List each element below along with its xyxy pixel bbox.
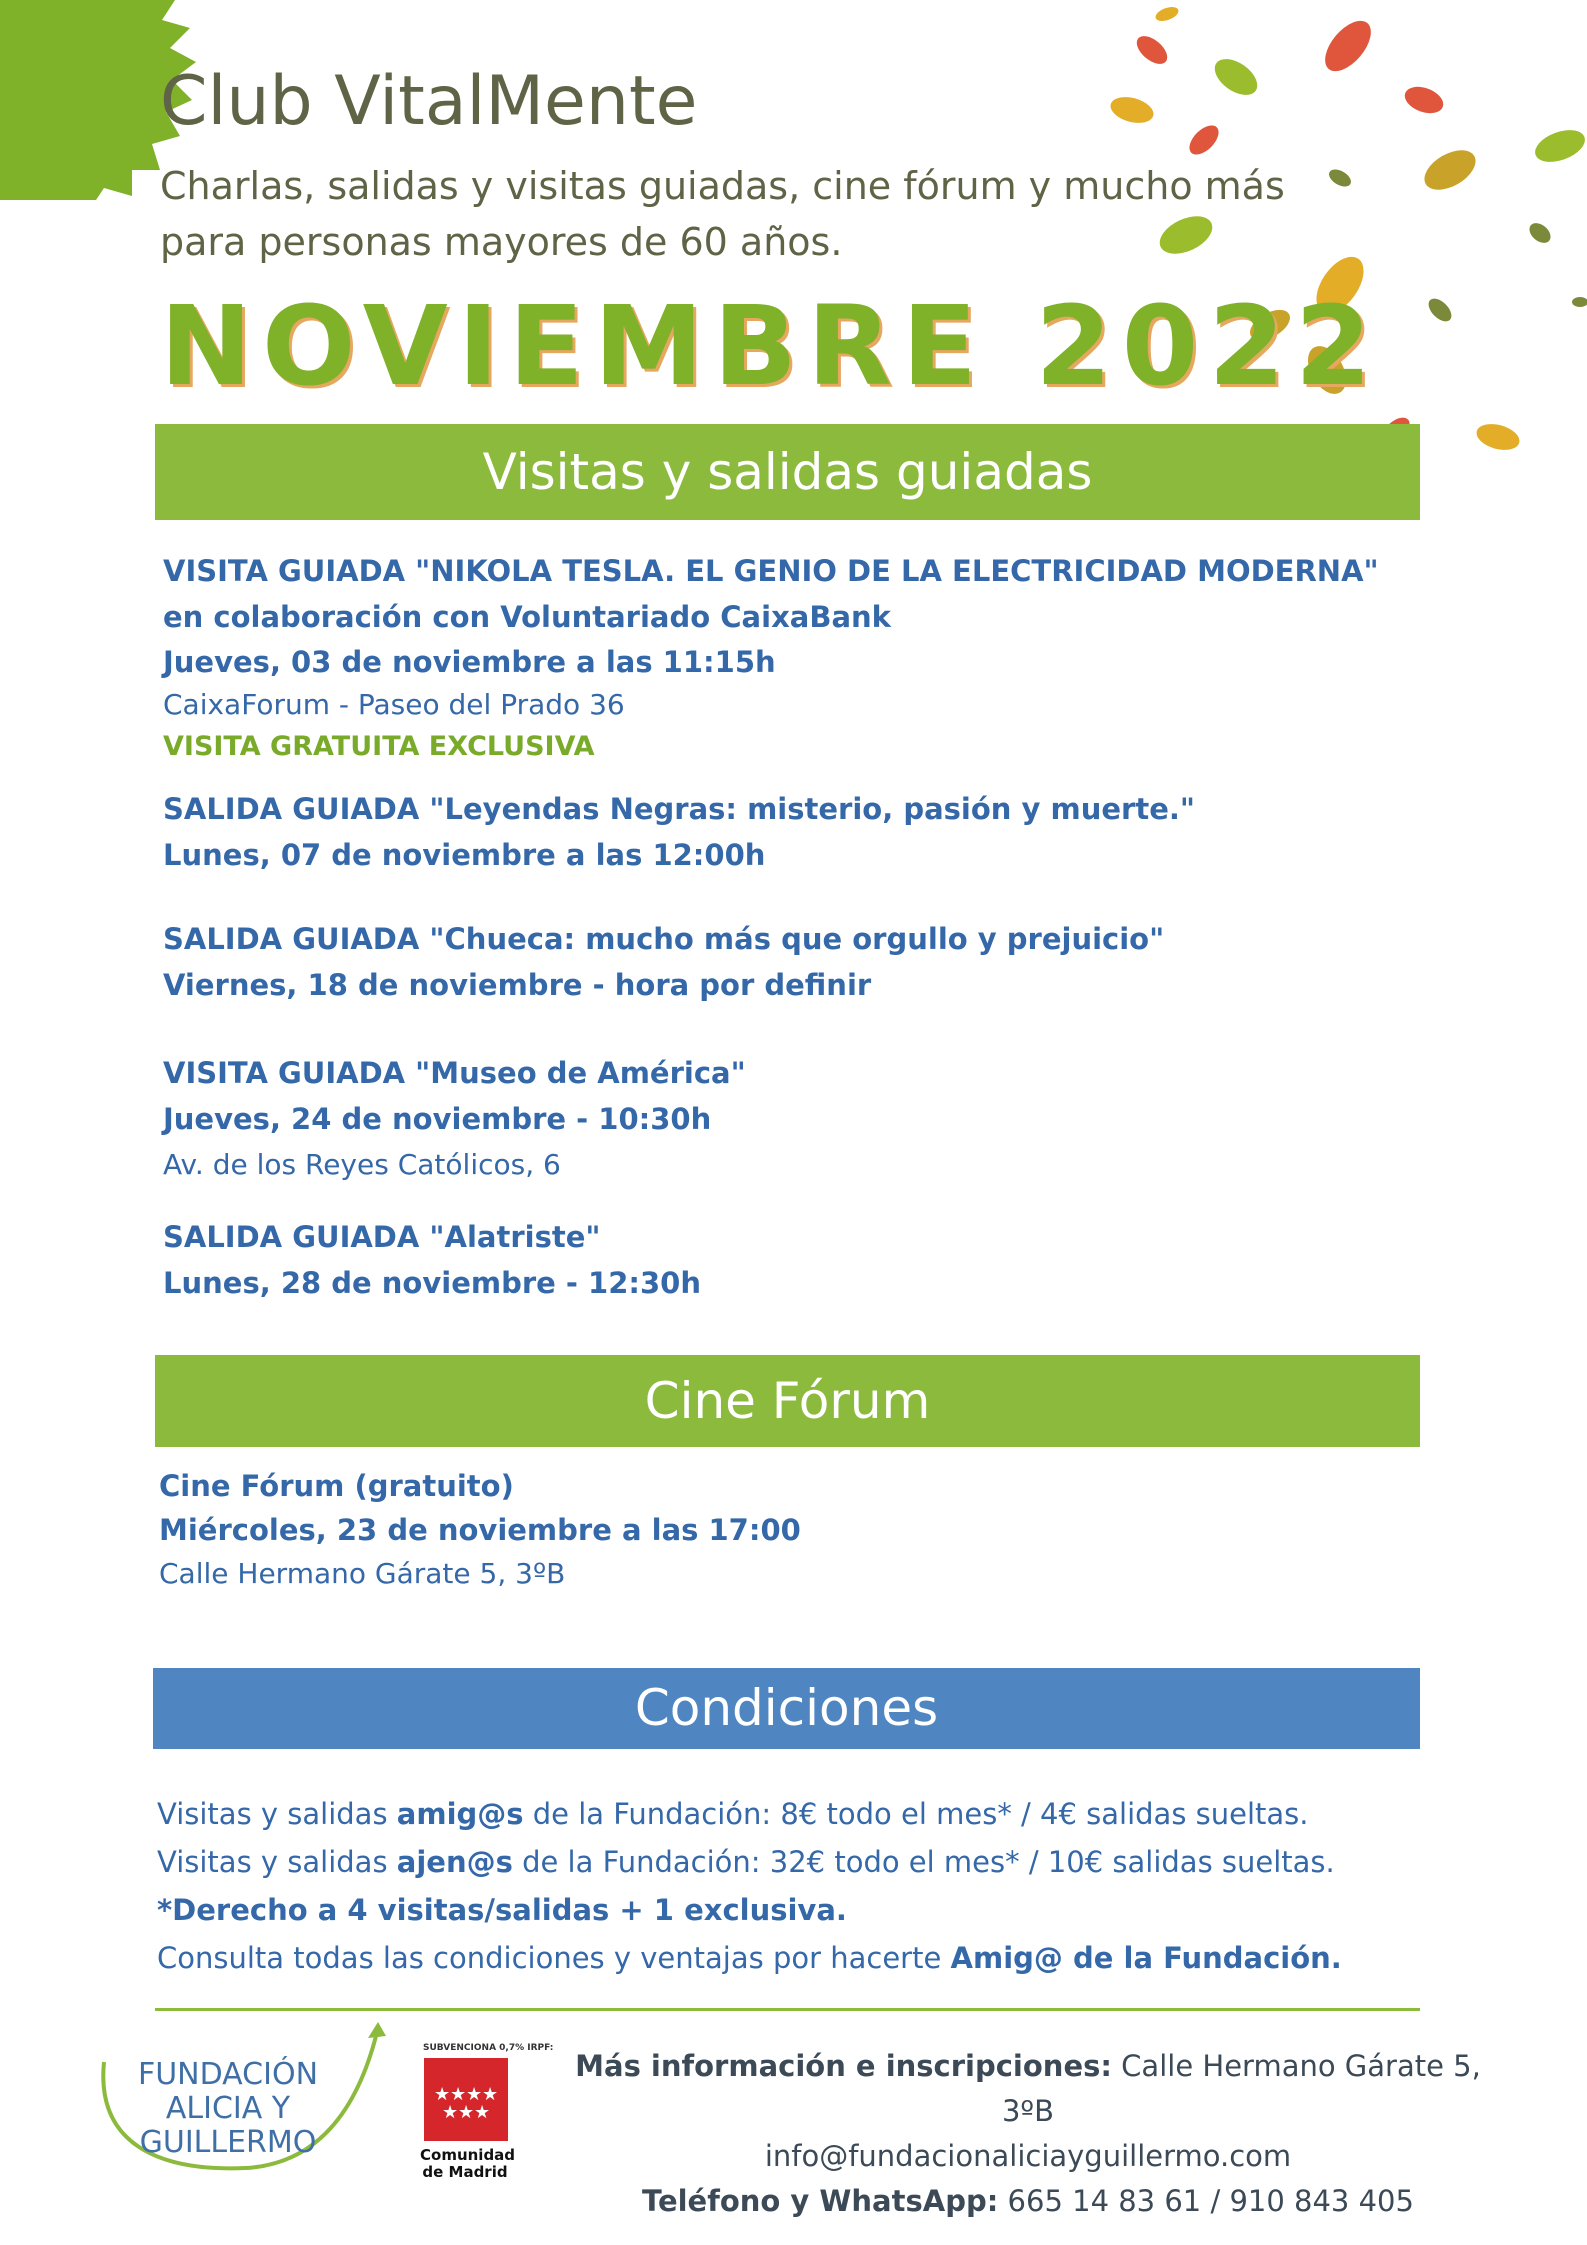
condition-text: Consulta todas las condiciones y ventajas por hacerte xyxy=(157,1941,951,1975)
event-place: Av. de los Reyes Católicos, 6 xyxy=(163,1148,561,1181)
condition-text: Visitas y salidas xyxy=(157,1797,397,1831)
condition-text: de la Fundación: 32€ todo el mes* / 10€ salidas sueltas. xyxy=(512,1845,1335,1879)
condition-consulta xyxy=(157,1934,1342,1982)
section-title-cine: Cine Fórum xyxy=(644,1372,931,1430)
contact-info xyxy=(548,2044,1508,2224)
svg-text:★: ★ xyxy=(450,2084,467,2105)
event-title: SALIDA GUIADA "Leyendas Negras: misterio, pasión y muerte." xyxy=(163,792,1196,826)
info-line xyxy=(548,2044,1508,2134)
logo-line: ALICIA Y xyxy=(165,2091,291,2126)
footer-divider xyxy=(155,2008,1420,2011)
svg-text:★: ★ xyxy=(458,2102,475,2123)
event-title: VISITA GUIADA "Museo de América" xyxy=(163,1056,746,1090)
page-title: Club VitalMente xyxy=(160,62,698,141)
section-band-visitas xyxy=(155,424,1420,520)
event-date: Lunes, 28 de noviembre - 12:30h xyxy=(163,1266,702,1300)
event-tesla xyxy=(163,548,1379,768)
cine-place: Calle Hermano Gárate 5, 3ºB xyxy=(159,1557,566,1590)
event-title: SALIDA GUIADA "Chueca: mucho más que orgullo y prejuicio" xyxy=(163,922,1165,956)
logo-line: GUILLERMO xyxy=(139,2125,317,2160)
subtitle-line-2: para personas mayores de 60 años. xyxy=(160,220,843,264)
event-date: Jueves, 03 de noviembre a las 11:15h xyxy=(163,645,776,679)
phone-number[interactable]: 665 14 83 61 / 910 843 405 xyxy=(998,2184,1414,2218)
madrid-name xyxy=(420,2146,516,2181)
cine-forum-info xyxy=(159,1464,801,1596)
madrid-name-line: Comunidad xyxy=(420,2146,516,2164)
condition-text: Visitas y salidas xyxy=(157,1845,397,1879)
event-title: SALIDA GUIADA "Alatriste" xyxy=(163,1220,601,1254)
svg-text:★: ★ xyxy=(442,2102,459,2123)
condition-derecho xyxy=(157,1886,1342,1934)
section-title-visitas: Visitas y salidas guiadas xyxy=(482,443,1093,501)
event-date: Jueves, 24 de noviembre - 10:30h xyxy=(163,1102,712,1136)
svg-text:★: ★ xyxy=(474,2102,491,2123)
svg-text:★: ★ xyxy=(466,2084,483,2105)
logo-line: FUNDACIÓN xyxy=(137,2057,319,2092)
month-heading: NOVIEMBRE 2022 xyxy=(160,282,1382,410)
event-leyendas xyxy=(163,786,1195,878)
event-title: VISITA GUIADA "NIKOLA TESLA. EL GENIO DE LA ELECTRICIDAD MODERNA" xyxy=(163,554,1379,588)
cine-date: Miércoles, 23 de noviembre a las 17:00 xyxy=(159,1513,801,1547)
conditions-text xyxy=(157,1790,1342,1982)
condition-highlight: Amig@ de la Fundación. xyxy=(950,1941,1342,1975)
info-address: Calle Hermano Gárate 5, 3ºB xyxy=(1001,2049,1481,2128)
condition-highlight: *Derecho a 4 visitas/salidas + 1 exclusiva. xyxy=(157,1893,847,1927)
madrid-name-line: de Madrid xyxy=(422,2163,508,2181)
section-title-condiciones: Condiciones xyxy=(634,1679,939,1737)
event-note: VISITA GRATUITA EXCLUSIVA xyxy=(163,731,595,762)
page-subtitle xyxy=(160,158,1285,270)
fundacion-logo xyxy=(118,2058,338,2160)
svg-text:★: ★ xyxy=(434,2084,451,2105)
contact-email[interactable]: info@fundacionaliciayguillermo.com xyxy=(764,2139,1292,2173)
section-band-condiciones xyxy=(153,1668,1420,1749)
event-alatriste xyxy=(163,1214,701,1306)
info-label: Más información e inscripciones: xyxy=(575,2049,1112,2083)
event-chueca xyxy=(163,916,1164,1008)
event-date: Viernes, 18 de noviembre - hora por definir xyxy=(163,968,872,1002)
condition-amigos xyxy=(157,1790,1342,1838)
section-band-cine xyxy=(155,1355,1420,1447)
phone-line xyxy=(548,2179,1508,2224)
subtitle-line-1: Charlas, salidas y visitas guiadas, cine fórum y mucho más xyxy=(160,164,1285,208)
condition-ajenos xyxy=(157,1838,1342,1886)
event-place: CaixaForum - Paseo del Prado 36 xyxy=(163,688,625,721)
event-museo xyxy=(163,1050,746,1188)
condition-text: de la Fundación: 8€ todo el mes* / 4€ salidas sueltas. xyxy=(523,1797,1309,1831)
phone-label: Teléfono y WhatsApp: xyxy=(642,2184,999,2218)
event-date: Lunes, 07 de noviembre a las 12:00h xyxy=(163,838,766,872)
condition-highlight: ajen@s xyxy=(396,1845,513,1879)
event-collab: en colaboración con Voluntariado CaixaBank xyxy=(163,600,891,634)
madrid-subvenciona-label: SUBVENCIONA 0,7% IRPF: xyxy=(423,2043,554,2053)
madrid-flag-logo xyxy=(424,2058,508,2141)
condition-highlight: amig@s xyxy=(396,1797,524,1831)
svg-text:★: ★ xyxy=(482,2084,499,2105)
cine-title: Cine Fórum (gratuito) xyxy=(159,1469,514,1503)
